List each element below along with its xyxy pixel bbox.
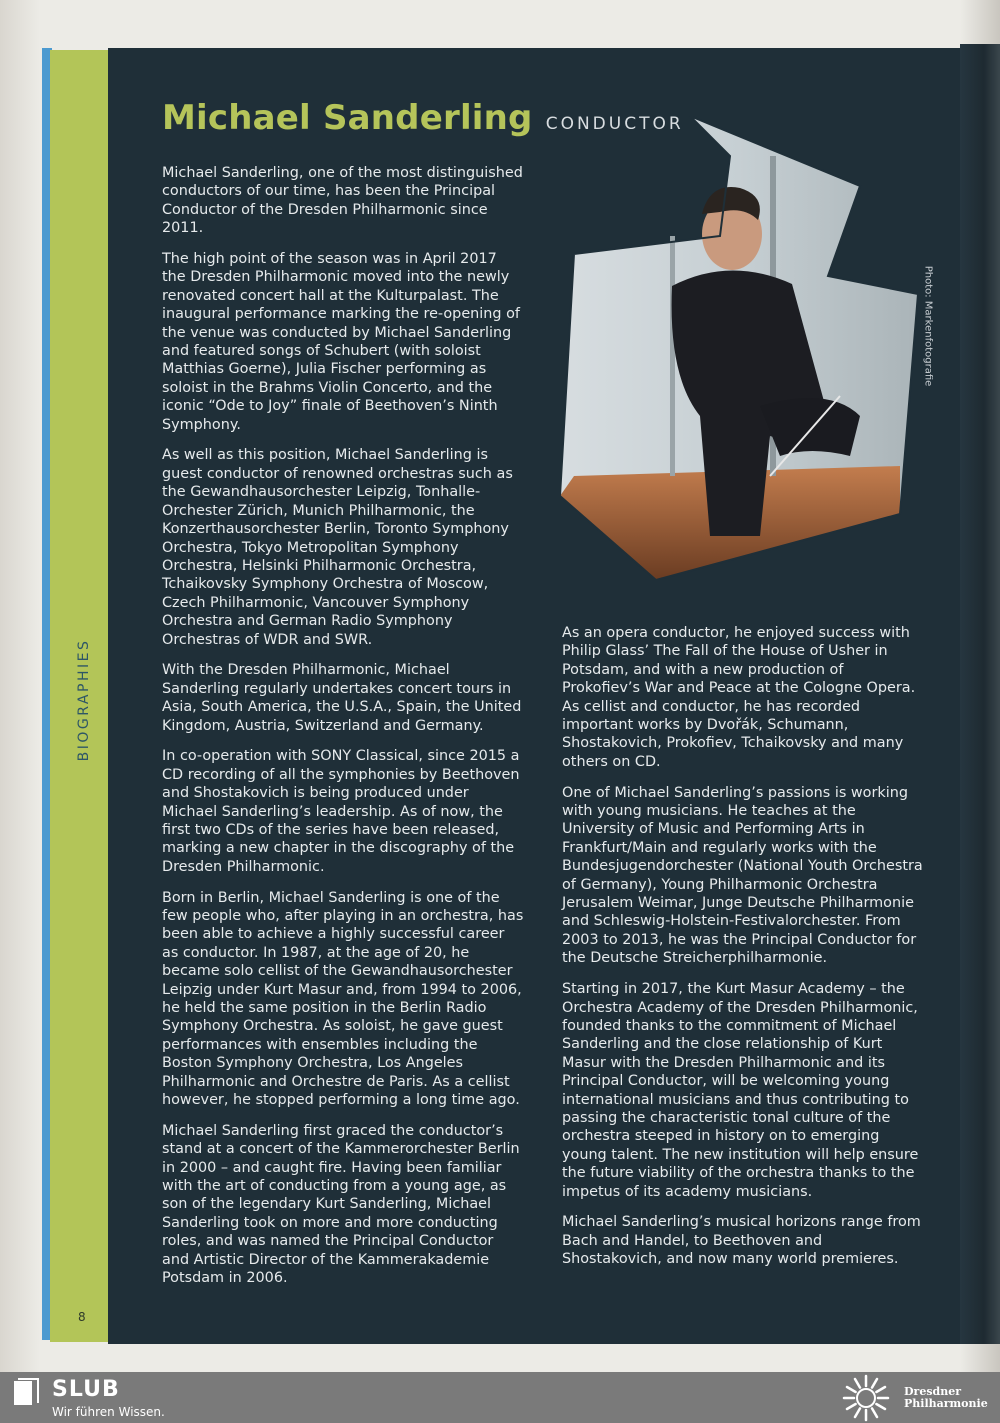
paragraph: Born in Berlin, Michael Sanderling is one of the few people who, after playing in an orchestra, has been able to achieve a highly successful career as conductor. In 1987, at the age of 20, he became solo cellist of the Gewandhausorchester Leipzig under Kurt Masur and, from 1994 to 2006, he held the same position in the Berlin Radio Symphony Orchestra. As soloist, he gave guest performances with ensembles including the Boston Symphony Orchestra, Los Angeles Philharmonic and Orchestre de Paris. As a cellist however, he stopped performing a long time ago.: [162, 889, 524, 1109]
paragraph: As an opera conductor, he enjoyed success with Philip Glass’ The Fall of the House of Usher in Potsdam, and with a new production of Prokofiev’s War and Peace at the Cologne Opera. As cellist and conductor, he has recorded important works by Dvořák, Schumann, Shostakovich, Prokofiev, Tchaikovsky and many others on CD.: [562, 625, 916, 770]
slub-name: SLUB: [52, 1377, 120, 1402]
paragraph: As well as this position, Michael Sanderling is guest conductor of renowned orchestras such as the Gewandhausorchester Leipzig, Tonhalle-Orchester Zürich, Munich Philharmonic, the Konzerthausorchester Berlin, Toronto Symphony Orchestra, Tokyo Metropolitan Symphony Orchestra, Helsinki Philharmonic Orchestra, Tchaikovsky Symphony Orchestra of Moscow, Czech Philharmonic, Vancouver Symphony Orchestra and German Radio Symphony Orchestras of WDR and SWR.: [162, 447, 513, 648]
logo-line-1: Dresdner: [904, 1385, 962, 1398]
photo-credit: Photo: Markenfotografie: [922, 265, 934, 387]
dresdner-philharmonie-logo-text: [904, 1386, 988, 1410]
page-number: 8: [78, 1310, 86, 1324]
paragraph: In co-operation with SONY Classical, since 2015 a CD recording of all the symphonies by Beethoven and Shostakovich is being produced under Michael Sanderling’s leadership. As of now, the first two CDs of the series have been released, marking a new chapter in the discography of the Dresden Philharmonic.: [162, 748, 520, 875]
conductor-photo: [560, 116, 918, 580]
section-label: BIOGRAPHIES: [76, 638, 92, 762]
paragraph: Michael Sanderling, one of the most distinguished conductors of our time, has been the Principal Conductor of the Dresden Philharmonic since 2011.: [162, 165, 523, 237]
paragraph: One of Michael Sanderling’s passions is working with young musicians. He teaches at the University of Music and Performing Arts in Frankfurt/Main and regularly works with the Bundesjugendorchester (National Youth Orchestra of Germany), Young Philharmonic Orchestra Jerusalem Weimar, Junge Deutsche Philharmonie and Schleswig-Holstein-Festivalorchester. From 2003 to 2013, he was the Principal Conductor for the Deutsche Streicherphilharmonie.: [562, 784, 923, 967]
paragraph: Michael Sanderling’s musical horizons range from Bach and Handel, to Beethoven and Shostakovich, and now many world premieres.: [562, 1214, 921, 1268]
sunburst-logo-icon: [838, 1374, 894, 1422]
conductor-role: CONDUCTOR: [545, 114, 684, 134]
paragraph: With the Dresden Philharmonic, Michael Sanderling regularly undertakes concert tours in Asia, South America, the U.S.A., Spain, the United Kingdom, Austria, Switzerland and Germany.: [162, 662, 522, 734]
slub-tagline: Wir führen Wissen.: [52, 1405, 165, 1419]
slub-logo-icon: [12, 1377, 40, 1407]
next-page-edge: [960, 44, 1000, 1344]
paragraph: Michael Sanderling first graced the conductor’s stand at a concert of the Kammerorchester Berlin in 2000 – and caught fire. Having been familiar with the art of conducting from a young age, as son of the legendary Kurt Sanderling, Michael Sanderling took on more and more conducting roles, and was named the Principal Conductor and Artistic Director of the Kammerakademie Potsdam in 2006.: [162, 1122, 520, 1287]
paragraph: Starting in 2017, the Kurt Masur Academy – the Orchestra Academy of the Dresden Philharmonic, founded thanks to the commitment of Michael Sanderling and the close relationship of Kurt Masur with the Dresden Philharmonic and its Principal Conductor, will be welcoming young international musicians and thus contributing to passing the characteristic tonal culture of the orchestra steeped in history on to emerging young talent. The new institution will help ensure the future viability of the orchestra thanks to the impetus of its academy musicians.: [562, 981, 919, 1200]
paragraph: The high point of the season was in April 2017 the Dresden Philharmonic moved into the newly renovated concert hall at the Kulturpalast. The inaugural performance marking the re-opening of the venue was conducted by Michael Sanderling and featured songs of Schubert (with soloist Matthias Goerne), Julia Fischer performing as soloist in the Brahms Violin Concerto, and the iconic “Ode to Joy” finale of Beethoven’s Ninth Symphony.: [162, 251, 520, 433]
text-column-right: [562, 624, 924, 1281]
conductor-name: Michael Sanderling: [162, 98, 533, 138]
text-column-left: [162, 164, 524, 1300]
logo-line-2: Philharmonie: [904, 1397, 988, 1410]
